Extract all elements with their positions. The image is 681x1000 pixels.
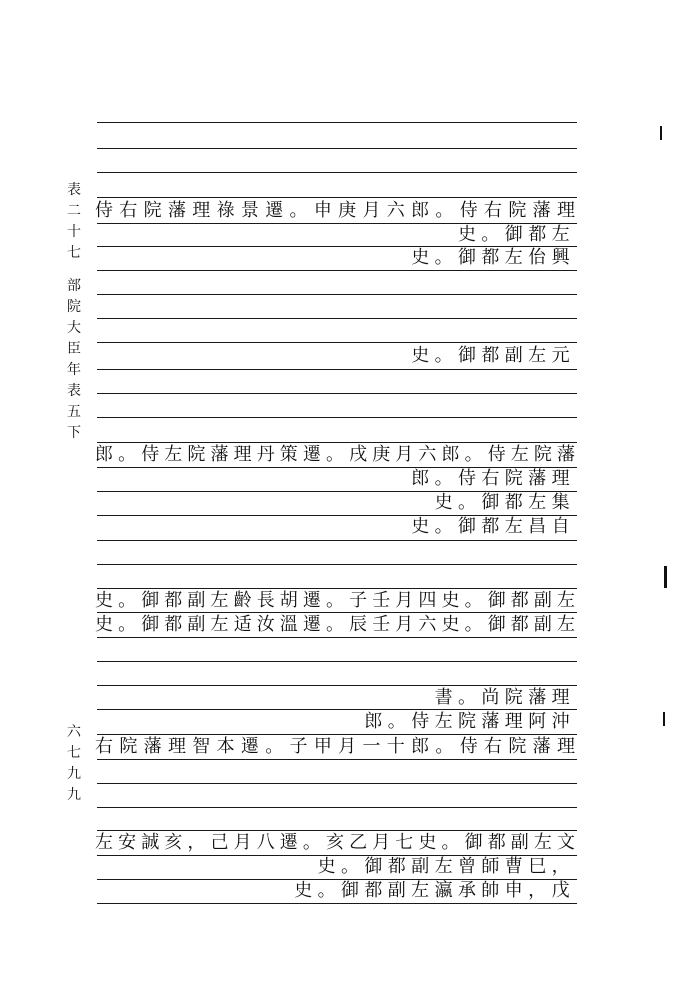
table-rule — [97, 197, 577, 198]
scan-mark — [663, 712, 665, 726]
table-rule — [97, 393, 577, 394]
table-row: 右院藩理智本遷。子甲月一十郎。侍右院藩理 — [95, 736, 575, 757]
table-row: 史。御都副左适汝溫遷。辰壬月六史。御都副左 — [95, 614, 575, 635]
table-rule — [97, 369, 577, 370]
table-row: 郎。侍右院藩理 — [411, 468, 575, 489]
scan-mark — [664, 566, 667, 588]
table-rule — [97, 903, 577, 904]
table-row: 郎。侍左院藩理丹策遷。戌庚月六郎。侍左院藩 — [95, 444, 575, 465]
table-row: 史。御都左 — [458, 224, 575, 245]
table-row: 史。御都副左曾師曹巳， — [317, 856, 575, 877]
table-row: 史。御都副左瀛承帥申，戊 — [294, 880, 575, 901]
table-rule — [97, 318, 577, 319]
table-rule — [97, 122, 577, 123]
table-rule — [97, 637, 577, 638]
page-number: 六七九九 — [67, 724, 81, 803]
table-rule — [97, 148, 577, 149]
table-rule — [97, 661, 577, 662]
table-rule — [97, 294, 577, 295]
table-row: 侍右院藩理祿景遷。申庚月六郎。侍右院藩理 — [95, 200, 575, 221]
table-rule — [97, 417, 577, 418]
table-row: 書。尚院藩理 — [434, 687, 575, 708]
table-row: 郎。侍左院藩理阿沖 — [364, 711, 575, 732]
table-row: 史。御都左佁興 — [411, 247, 575, 268]
margin-title — [64, 180, 84, 444]
table-rule — [97, 270, 577, 271]
table-subtitle: 部院大臣年表五下 — [67, 278, 81, 441]
table-rule — [97, 783, 577, 784]
table-row: 史。御都左昌自 — [411, 516, 575, 537]
table-rule — [97, 807, 577, 808]
chapter-label: 表二十七 — [67, 182, 81, 261]
table-row: 史。御都副左元 — [411, 345, 575, 366]
table-row: 史。御都副左齡長胡遷。子壬月四史。御都副左 — [95, 590, 575, 611]
table-rule — [97, 342, 577, 343]
table-rule — [97, 759, 577, 760]
scan-mark — [660, 126, 662, 140]
table-rule — [97, 172, 577, 173]
table-rule — [97, 564, 577, 565]
table-row: 左安誠亥，己月八遷。亥乙月七史。御都副左文 — [95, 832, 575, 853]
table-rule — [97, 540, 577, 541]
table-row: 史。御都左集 — [434, 492, 575, 513]
